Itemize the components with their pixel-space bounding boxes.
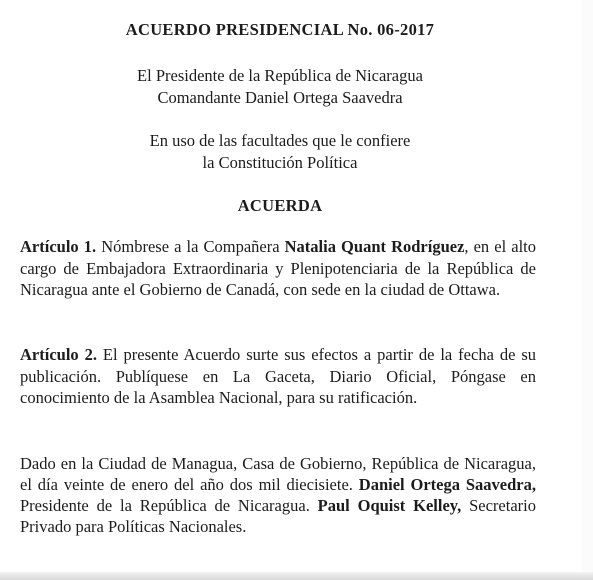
signer-1-name: Daniel Ortega Saavedra, [358,475,537,494]
article-2-paragraph [20,344,536,409]
intro-line-2: Comandante Daniel Ortega Saavedra [157,88,403,107]
authority-line-2: la Constitución Política [202,153,358,172]
article-2-label: Artículo 2. [20,345,97,364]
article-1-label: Artículo 1. [20,237,97,256]
closing-text-c: Secretario Privado para Políticas Nacionales. [20,496,536,536]
authority-line-1: En uso de las facultades que le confiere [149,131,411,150]
closing-paragraph [20,453,536,537]
appointee-name: Natalia Quant Rodríguez [284,237,465,256]
article-1-text-b: , en el alto cargo de Embajadora Extraordinaria y Plenipotenciaria de la República de Nicaragua ante el Gobierno de Canadá, con sede en la ciudad de Ottawa. [20,237,536,299]
article-1-paragraph [20,236,536,301]
closing-text-a: Dado en la Ciudad de Managua, Casa de Gobierno, República de Nicaragua, el día veinte de enero del año dos mil diecisiete. [20,454,536,494]
bottom-divider [0,572,593,580]
document-title: ACUERDO PRESIDENCIAL No. 06-2017 [125,20,435,39]
intro-line-1: El Presidente de la República de Nicaragua [137,66,423,85]
article-2-text: El presente Acuerdo surte sus efectos a partir de la fecha de su publicación. Publíquese en La Gaceta, Diario Oficial, Póngase en conocimiento de la Asamblea Nacional, para su ratificación. [20,345,536,407]
article-1-text-a: Nómbrese a la Compañera [96,237,285,256]
page-edge-shadow [581,0,593,580]
signer-2-name: Paul Oquist Kelley, [317,496,462,515]
section-heading: ACUERDA [237,196,323,215]
closing-text-b: Presidente de la República de Nicaragua. [20,496,318,515]
